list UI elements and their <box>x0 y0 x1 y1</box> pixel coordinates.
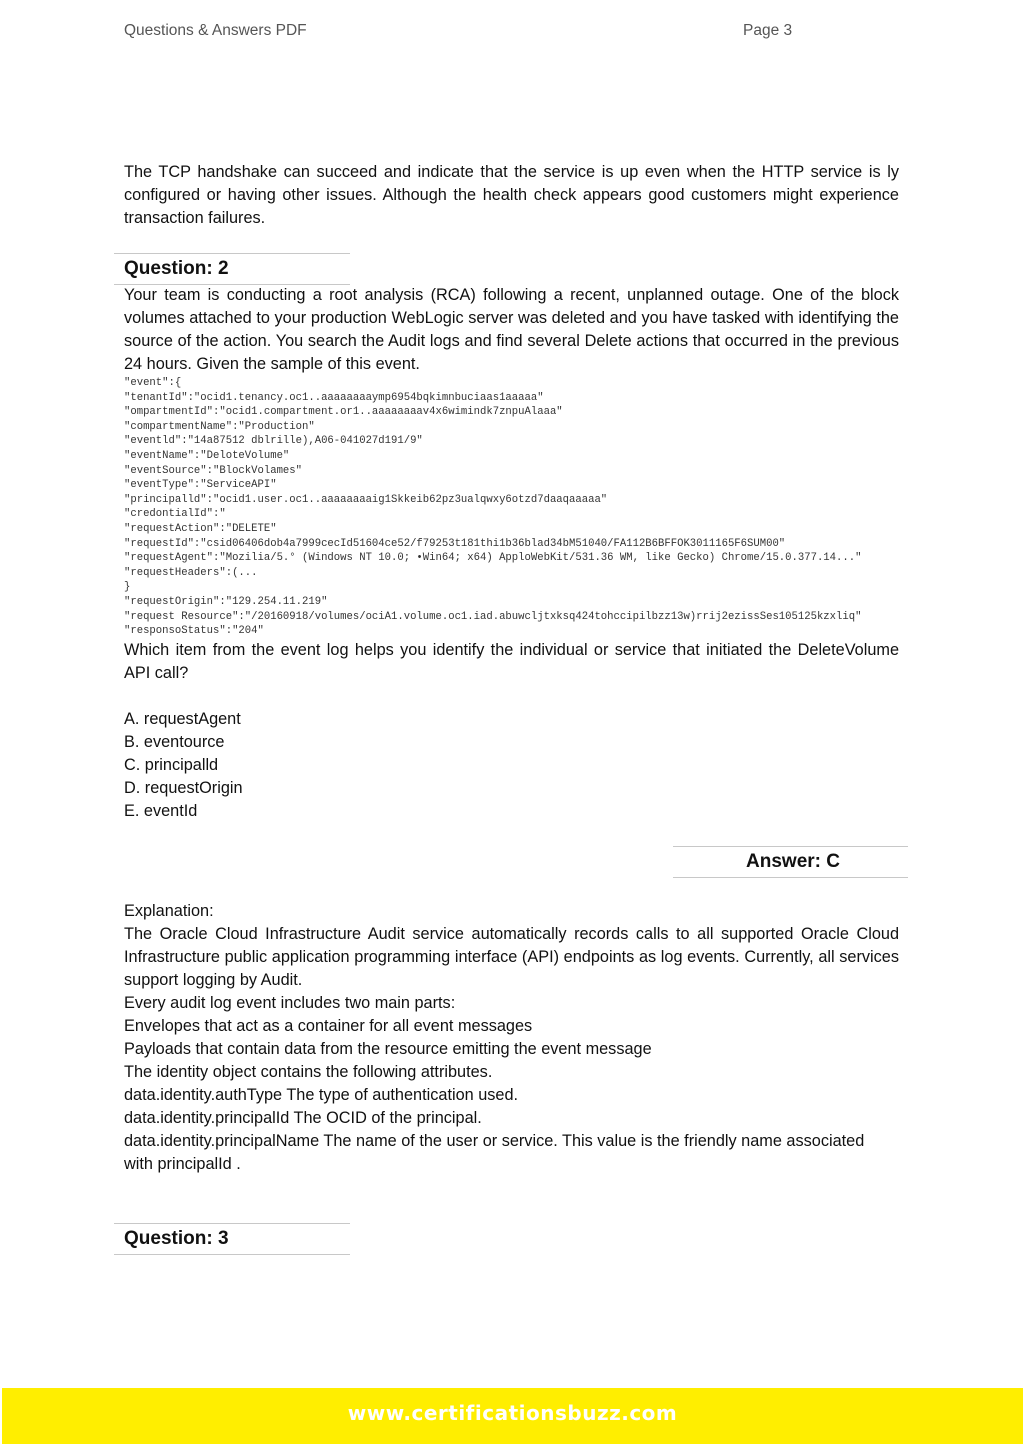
option-b: B. eventource <box>124 733 225 751</box>
option-c: C. principalld <box>124 756 219 774</box>
code-line: "credontialId":" <box>124 508 226 521</box>
code-line: "eventName":"DeloteVolume" <box>124 449 290 462</box>
explanation-line: Envelopes that act as a container for all event messages <box>124 1017 533 1035</box>
header-title: Questions & Answers PDF <box>124 22 307 39</box>
code-line: "compartmentName":"Production" <box>124 420 315 433</box>
event-log-sample <box>124 376 924 639</box>
code-line: "request Resource":"/20160918/volumes/ociA1.volume.oc1.iad.abuwcljtxksq424tohccipilbzz13w)rrij2ezissSes105125kzxliq" <box>124 610 862 623</box>
answer-box <box>673 846 908 878</box>
explanation-line: data.identity.principalName The name of the user or service. This value is the friendly name associated <box>124 1132 865 1150</box>
code-line: "event":{ <box>124 377 182 389</box>
code-line: "requestOrigin":"129.254.11.219" <box>124 595 328 608</box>
code-line: "requestHeaders":(... <box>124 566 258 579</box>
answer-label: Answer: C <box>746 851 840 872</box>
code-line: "eventSource":"BlockVolames" <box>124 464 303 477</box>
explanation <box>124 900 899 1176</box>
intro-paragraph <box>124 161 899 230</box>
option-d: D. requestOrigin <box>124 779 243 797</box>
code-line: } <box>124 581 131 594</box>
explanation-line: with principalId . <box>124 1155 241 1173</box>
option-a: A. requestAgent <box>124 710 241 728</box>
code-line: "eventld":"14a87512 dblrille),A06-041027d191/9" <box>124 435 423 448</box>
explanation-line: Every audit log event includes two main parts: <box>124 994 456 1012</box>
code-line: "requestAgent":"Mozilia/5.° (Windows NT 10.0; •Win64; x64) ApploWebKit/531.36 WM, like Gecko) Chrome/15.0.377.14..." <box>124 552 862 565</box>
code-line: "requestId":"csid06406dob4a7999cecId51604ce52/f79253t181thi1b36blad34bM51040/FA112B6BFFOK3011165F6SUM00" <box>124 537 786 550</box>
explanation-line: The identity object contains the following attributes. <box>124 1063 493 1081</box>
question-3-heading <box>114 1223 350 1255</box>
option-e: E. eventId <box>124 802 198 820</box>
question-2-heading <box>114 253 350 285</box>
code-line: "requestAction":"DELETE" <box>124 522 277 535</box>
question-2-prompt <box>124 639 899 685</box>
explanation-line: data.identity.principalId The OCID of the principal. <box>124 1109 482 1127</box>
explanation-line: The Oracle Cloud Infrastructure Audit service automatically records calls to all supported Oracle Cloud Infrastructure public application programming interface (API) endpoints as log events. Currently, all services support logging by Audit. <box>124 925 899 989</box>
question-2-text <box>124 284 899 376</box>
code-line: "eventType":"ServiceAPI" <box>124 479 277 492</box>
question-2-label: Question: 2 <box>124 258 229 279</box>
code-line: "tenantId":"ocid1.tenancy.oc1..aaaaaaaaymp6954bqkimnbuciaas1aaaaa" <box>124 391 544 404</box>
code-line: "responsoStatus":"204" <box>124 625 264 638</box>
intro-text: The TCP handshake can succeed and indicate that the service is up even when the HTTP service is ly configured or having other issues. Although the health check appears good customers might experience transaction failures. <box>124 163 899 227</box>
explanation-line: Payloads that contain data from the resource emitting the event message <box>124 1040 652 1058</box>
code-line: "principalld":"ocid1.user.oc1..aaaaaaaaig1Skkeib62pz3ualqwxy6otzd7daaqaaaaa" <box>124 493 608 506</box>
answer-options <box>124 708 243 823</box>
code-line: "ompartmentId":"ocid1.compartment.or1..aaaaaaaav4x6wimindk7znpuAlaaa" <box>124 406 563 419</box>
footer-url: www.certificationsbuzz.com <box>347 1401 678 1425</box>
question-2-body: Your team is conducting a root analysis (RCA) following a recent, unplanned outage. One of the block volumes attached to your production WebLogic server was deleted and you have tasked with identifying the source of the action. You search the Audit logs and find several Delete actions that occurred in the previous 24 hours. Given the sample of this event. <box>124 286 899 373</box>
page-number: Page 3 <box>743 22 793 39</box>
question-3-label: Question: 3 <box>124 1228 229 1249</box>
explanation-line: Explanation: <box>124 902 214 920</box>
question-2-prompt-text: Which item from the event log helps you identify the individual or service that initiated the DeleteVolume API call? <box>124 641 899 682</box>
explanation-line: data.identity.authType The type of authentication used. <box>124 1086 519 1104</box>
footer-bar <box>2 1388 1023 1444</box>
